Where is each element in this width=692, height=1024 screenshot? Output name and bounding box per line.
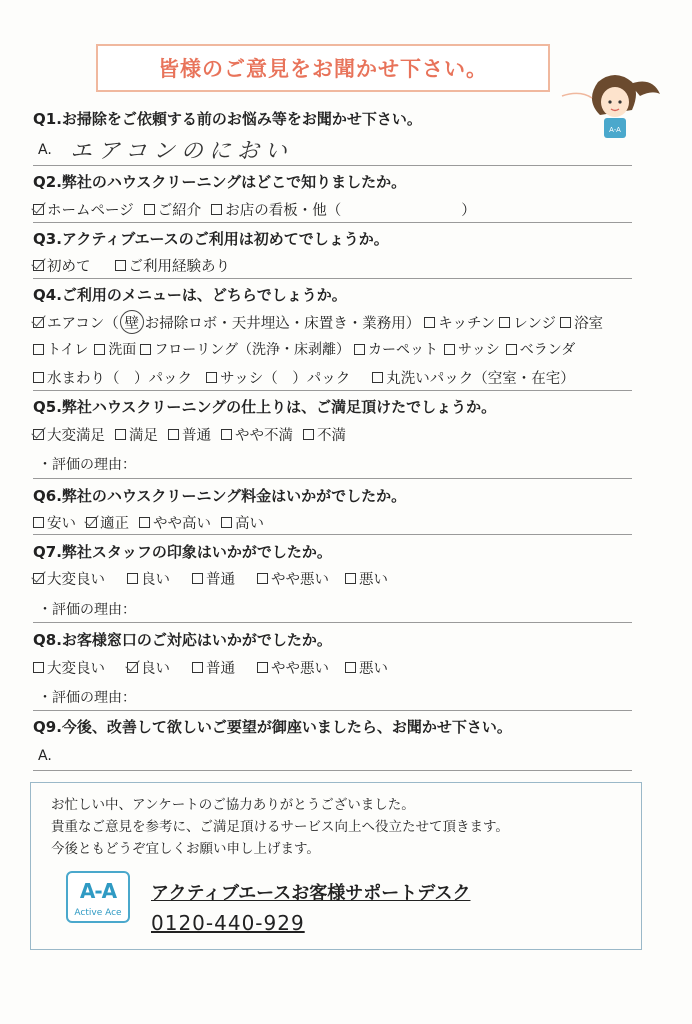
checkbox-checked-icon[interactable] <box>33 573 44 584</box>
q6-option-somewhat-expensive[interactable]: やや高い <box>139 512 211 533</box>
checkbox-icon[interactable] <box>257 662 268 673</box>
checkbox-icon[interactable] <box>372 372 383 383</box>
q7-options <box>33 568 398 589</box>
footer-box <box>30 782 642 950</box>
q8-option-somewhat-bad[interactable]: やや悪い <box>257 657 329 678</box>
q7-option-somewhat-bad[interactable]: やや悪い <box>257 568 329 589</box>
q4-option-toilet[interactable]: トイレ <box>33 339 88 359</box>
q4-row2 <box>33 339 575 359</box>
q6-option-expensive[interactable]: 高い <box>221 512 264 533</box>
checkbox-icon[interactable] <box>140 344 151 355</box>
checkbox-checked-icon[interactable] <box>33 260 44 271</box>
checkbox-icon[interactable] <box>206 372 217 383</box>
q9-answer-line <box>33 770 632 771</box>
checkbox-icon[interactable] <box>144 204 155 215</box>
q4-option-range[interactable]: レンジ <box>499 312 556 333</box>
q3-options <box>33 255 240 276</box>
q5-option-very-satisfied[interactable]: 大変満足 <box>33 424 105 445</box>
q1-answer-line <box>33 165 632 166</box>
q6-option-fair[interactable]: 適正 <box>86 512 129 533</box>
q4-option-sash[interactable]: サッシ <box>444 339 500 359</box>
q8-option-good[interactable]: 良い <box>127 657 170 678</box>
checkbox-icon[interactable] <box>192 662 203 673</box>
q4-option-veranda[interactable]: ベランダ <box>506 339 575 359</box>
q4-row3 <box>33 367 585 388</box>
q5-options <box>33 424 356 445</box>
checkbox-icon[interactable] <box>211 204 222 215</box>
active-ace-logo <box>66 871 130 923</box>
checkbox-icon[interactable] <box>303 429 314 440</box>
checkbox-icon[interactable] <box>192 573 203 584</box>
q4-question: Q4.ご利用のメニューは、どちらでしょうか。 <box>33 286 347 304</box>
divider <box>33 534 632 535</box>
checkbox-icon[interactable] <box>560 317 571 328</box>
checkbox-checked-icon[interactable] <box>33 317 44 328</box>
checkbox-icon[interactable] <box>506 344 517 355</box>
q4-option-sash-pack[interactable]: サッシ（ ）パック <box>206 367 350 388</box>
footer-line-3: 今後ともどうぞ宜しくお願い申し上げます。 <box>51 841 320 857</box>
q4-row1 <box>33 310 603 334</box>
q3-option-experienced[interactable]: ご利用経験あり <box>115 255 231 276</box>
checkbox-icon[interactable] <box>444 344 455 355</box>
checkbox-checked-icon[interactable] <box>86 517 97 528</box>
q8-question: Q8.お客様窓口のご対応はいかがでしたか。 <box>33 631 332 649</box>
divider <box>33 390 632 391</box>
q6-question: Q6.弊社のハウスクリーニング料金はいかがでしたか。 <box>33 487 407 505</box>
divider <box>33 478 632 479</box>
q2-option-homepage[interactable]: ホームページ <box>33 199 134 220</box>
q2-question: Q2.弊社のハウスクリーニングはどこで知りましたか。 <box>33 173 407 191</box>
mascot-illustration <box>560 60 670 140</box>
checkbox-icon[interactable] <box>115 429 126 440</box>
footer-line-1: お忙しい中、アンケートのご協力ありがとうございました。 <box>51 797 415 813</box>
q9-a-label: A. <box>38 748 52 764</box>
checkbox-icon[interactable] <box>33 517 44 528</box>
checkbox-icon[interactable] <box>139 517 150 528</box>
q4-option-water-pack[interactable]: 水まわり（ ）パック <box>33 367 192 388</box>
q8-options <box>33 657 398 678</box>
q5-question: Q5.弊社ハウスクリーニングの仕上りは、ご満足頂けたでしょうか。 <box>33 398 497 416</box>
q4-aircon-types: お掃除ロボ・天井埋込・床置き・業務用） <box>144 315 421 332</box>
q6-options <box>33 512 274 533</box>
divider <box>33 278 632 279</box>
checkbox-icon[interactable] <box>33 372 44 383</box>
checkbox-icon[interactable] <box>168 429 179 440</box>
q1-answer[interactable]: エアコンのにおい <box>70 139 293 164</box>
q2-options <box>33 199 486 220</box>
q9-question: Q9.今後、改善して欲しいご要望が御座いましたら、お聞かせ下さい。 <box>33 718 512 736</box>
q5-option-normal[interactable]: 普通 <box>168 424 211 445</box>
logo-name: Active Ace <box>74 908 122 918</box>
checkbox-icon[interactable] <box>424 317 435 328</box>
q7-question: Q7.弊社スタッフの印象はいかがでしたか。 <box>33 543 332 561</box>
checkbox-icon[interactable] <box>354 344 365 355</box>
q8-reason-label: ・評価の理由： <box>38 690 136 706</box>
support-phone-number[interactable]: 0120-440-929 <box>151 911 305 935</box>
divider <box>33 622 632 623</box>
q5-option-satisfied[interactable]: 満足 <box>115 424 158 445</box>
q1-question: Q1.お掃除をご依頼する前のお悩み等をお聞かせ下さい。 <box>33 110 422 128</box>
q3-question: Q3.アクティブエースのご利用は初めてでしょうか。 <box>33 230 389 248</box>
q5-reason-label: ・評価の理由： <box>38 457 136 473</box>
checkbox-icon[interactable] <box>127 573 138 584</box>
checkbox-icon[interactable] <box>115 260 126 271</box>
checkbox-checked-icon[interactable] <box>127 662 138 673</box>
logo-mark: A-A <box>79 879 117 903</box>
q8-option-normal[interactable]: 普通 <box>192 657 235 678</box>
q8-option-bad[interactable]: 悪い <box>345 657 388 678</box>
q1-a-label: A. <box>38 142 52 158</box>
q7-option-normal[interactable]: 普通 <box>192 568 235 589</box>
q2-option-referral[interactable]: ご紹介 <box>144 199 202 220</box>
svg-text:A-A: A-A <box>609 127 621 134</box>
q7-option-good[interactable]: 良い <box>127 568 170 589</box>
checkbox-icon[interactable] <box>94 344 105 355</box>
q4-option-aircon[interactable]: エアコン （ <box>33 312 119 333</box>
q4-wall-circled[interactable]: 壁 <box>120 310 144 334</box>
q2-option-other[interactable]: お店の看板・他（ ） <box>211 199 476 220</box>
q7-reason-label: ・評価の理由： <box>38 602 136 618</box>
q4-option-full-pack[interactable]: 丸洗いパック（空室・在宅） <box>372 367 575 388</box>
divider <box>33 222 632 223</box>
checkbox-icon[interactable] <box>257 573 268 584</box>
q7-option-bad[interactable]: 悪い <box>345 568 388 589</box>
checkbox-icon[interactable] <box>33 344 44 355</box>
q3-option-first[interactable]: 初めて <box>33 255 91 276</box>
checkbox-icon[interactable] <box>221 429 232 440</box>
support-desk-title: アクティブエースお客様サポートデスク <box>151 883 471 904</box>
q8-option-very-good[interactable]: 大変良い <box>33 657 105 678</box>
q4-option-bath[interactable]: 浴室 <box>560 312 603 333</box>
q7-option-very-good[interactable]: 大変良い <box>33 568 105 589</box>
q4-option-flooring[interactable]: フローリング（洗浄・床剥離） <box>140 339 350 359</box>
divider <box>33 710 632 711</box>
checkbox-icon[interactable] <box>345 573 356 584</box>
q4-option-kitchen[interactable]: キッチン <box>424 312 495 333</box>
q5-option-dissatisfied[interactable]: 不満 <box>303 424 346 445</box>
q4-option-carpet[interactable]: カーペット <box>354 339 438 359</box>
title-banner <box>96 44 550 92</box>
checkbox-icon[interactable] <box>221 517 232 528</box>
checkbox-icon[interactable] <box>499 317 510 328</box>
q6-option-cheap[interactable]: 安い <box>33 512 76 533</box>
q4-option-washroom[interactable]: 洗面 <box>94 339 136 359</box>
checkbox-checked-icon[interactable] <box>33 204 44 215</box>
checkbox-checked-icon[interactable] <box>33 429 44 440</box>
q5-option-somewhat-dissatisfied[interactable]: やや不満 <box>221 424 293 445</box>
checkbox-icon[interactable] <box>345 662 356 673</box>
checkbox-icon[interactable] <box>33 662 44 673</box>
page-title: 皆様のご意見をお聞かせ下さい。 <box>158 57 488 81</box>
footer-line-2: 貴重なご意見を参考に、ご満足頂けるサービス向上へ役立たせて頂きます。 <box>51 819 509 835</box>
